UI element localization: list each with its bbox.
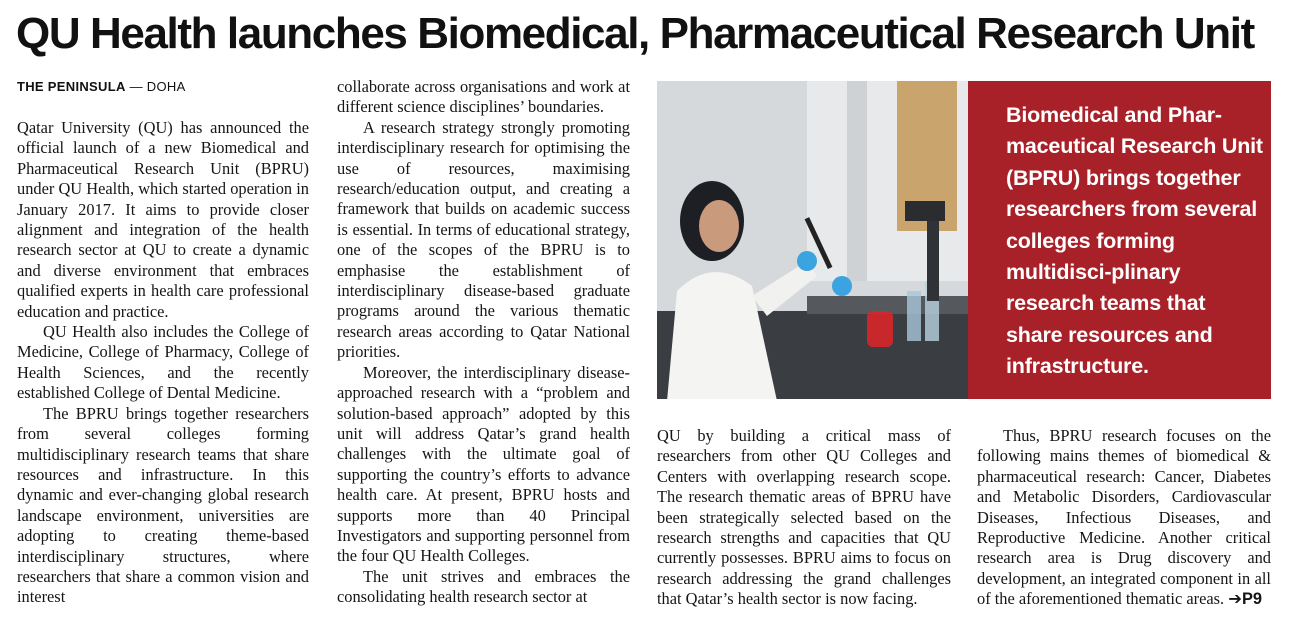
researcher-photo-illustration (657, 81, 968, 399)
byline-separator: — (129, 79, 143, 94)
byline-source: THE PENINSULA (17, 79, 126, 94)
paragraph-3-continued: collaborate across organisations and work at different science disciplines’ boundaries. (337, 77, 630, 117)
article-column-1 (17, 118, 309, 608)
headline: QU Health launches Biomedical, Pharmaceutical Research Unit (16, 9, 1254, 58)
paragraph-4: A research strategy strongly promoting interdisciplinary research for optimising the use of resources, maximising research/education output, and creating a framework that builds on academic success is essential. In terms of educational strategy, one of the scopes of the BPRU is to emphasise the establishment of interdisciplinary disease-based graduate programs around the various thematic research areas according to Qatar National priorities. (337, 117, 630, 362)
article-column-2 (337, 77, 630, 608)
article-column-4 (977, 426, 1271, 610)
paragraph-7-text: Thus, BPRU research focuses on the following mains themes of biomedical & pharmaceutical research: Cancer, Diabetes and Metabolic Disorders, Cardiovascular Diseases, Infectious Diseases, and Reproductive Medicine. Another critical research area is Drug discovery and development, an integrated component in all of the aforementioned thematic areas. (977, 426, 1271, 609)
lab-photo (657, 81, 968, 399)
dateline (17, 79, 186, 94)
paragraph-2: QU Health also includes the College of Medicine, College of Pharmacy, College of Health Sciences, and the recently established College of Dental Medicine. (17, 322, 309, 403)
pull-quote-text: Biomedical and Phar-maceutical Research Unit (BPRU) brings together researchers from several colleges forming multidisci-plinary research teams that share resources and infrastructure. (1006, 103, 1263, 379)
continued-on-page-link[interactable]: ➔P9 (1228, 590, 1263, 609)
paragraph-6: The unit strives and embraces the consolidating health research sector at (337, 566, 630, 607)
byline-place: DOHA (146, 79, 186, 94)
article-column-3 (657, 426, 951, 610)
paragraph-7 (977, 426, 1271, 610)
paragraph-1: Qatar University (QU) has announced the official launch of a new Biomedical and Pharmaceutical Research Unit (BPRU) under QU Health, which started operation in January 2017. It aims to provide closer alignment and integration of the health research sector at QU to create a dynamic and diverse environment that embraces qualified experts in health care professional education and practice. (17, 118, 309, 321)
paragraph-6-continued: QU by building a critical mass of researchers from other QU Colleges and Centers with overlapping research scope. The research thematic areas of BPRU have been strategically selected based on the research strengths and capacities that QU currently possesses. BPRU aims to focus on research addressing the grand challenges that Qatar’s health sector is now facing. (657, 426, 951, 609)
paragraph-5: Moreover, the interdisciplinary disease-approached research with a “problem and solution-based approach” adopted by this unit will address Qatar’s grand health challenges with the ultimate goal of supporting the country’s efforts to advance health care. At present, BPRU hosts and supports more than 40 Principal Investigators and supporting personnel from the four QU Health Colleges. (337, 362, 630, 566)
paragraph-3: The BPRU brings together researchers from several colleges forming multidisciplinary research teams that share resources and infrastructure. In this dynamic and ever-changing global research landscape environment, universities are adopting to creating theme-based interdisciplinary structures, where researchers that share a common vision and interest (17, 403, 309, 607)
